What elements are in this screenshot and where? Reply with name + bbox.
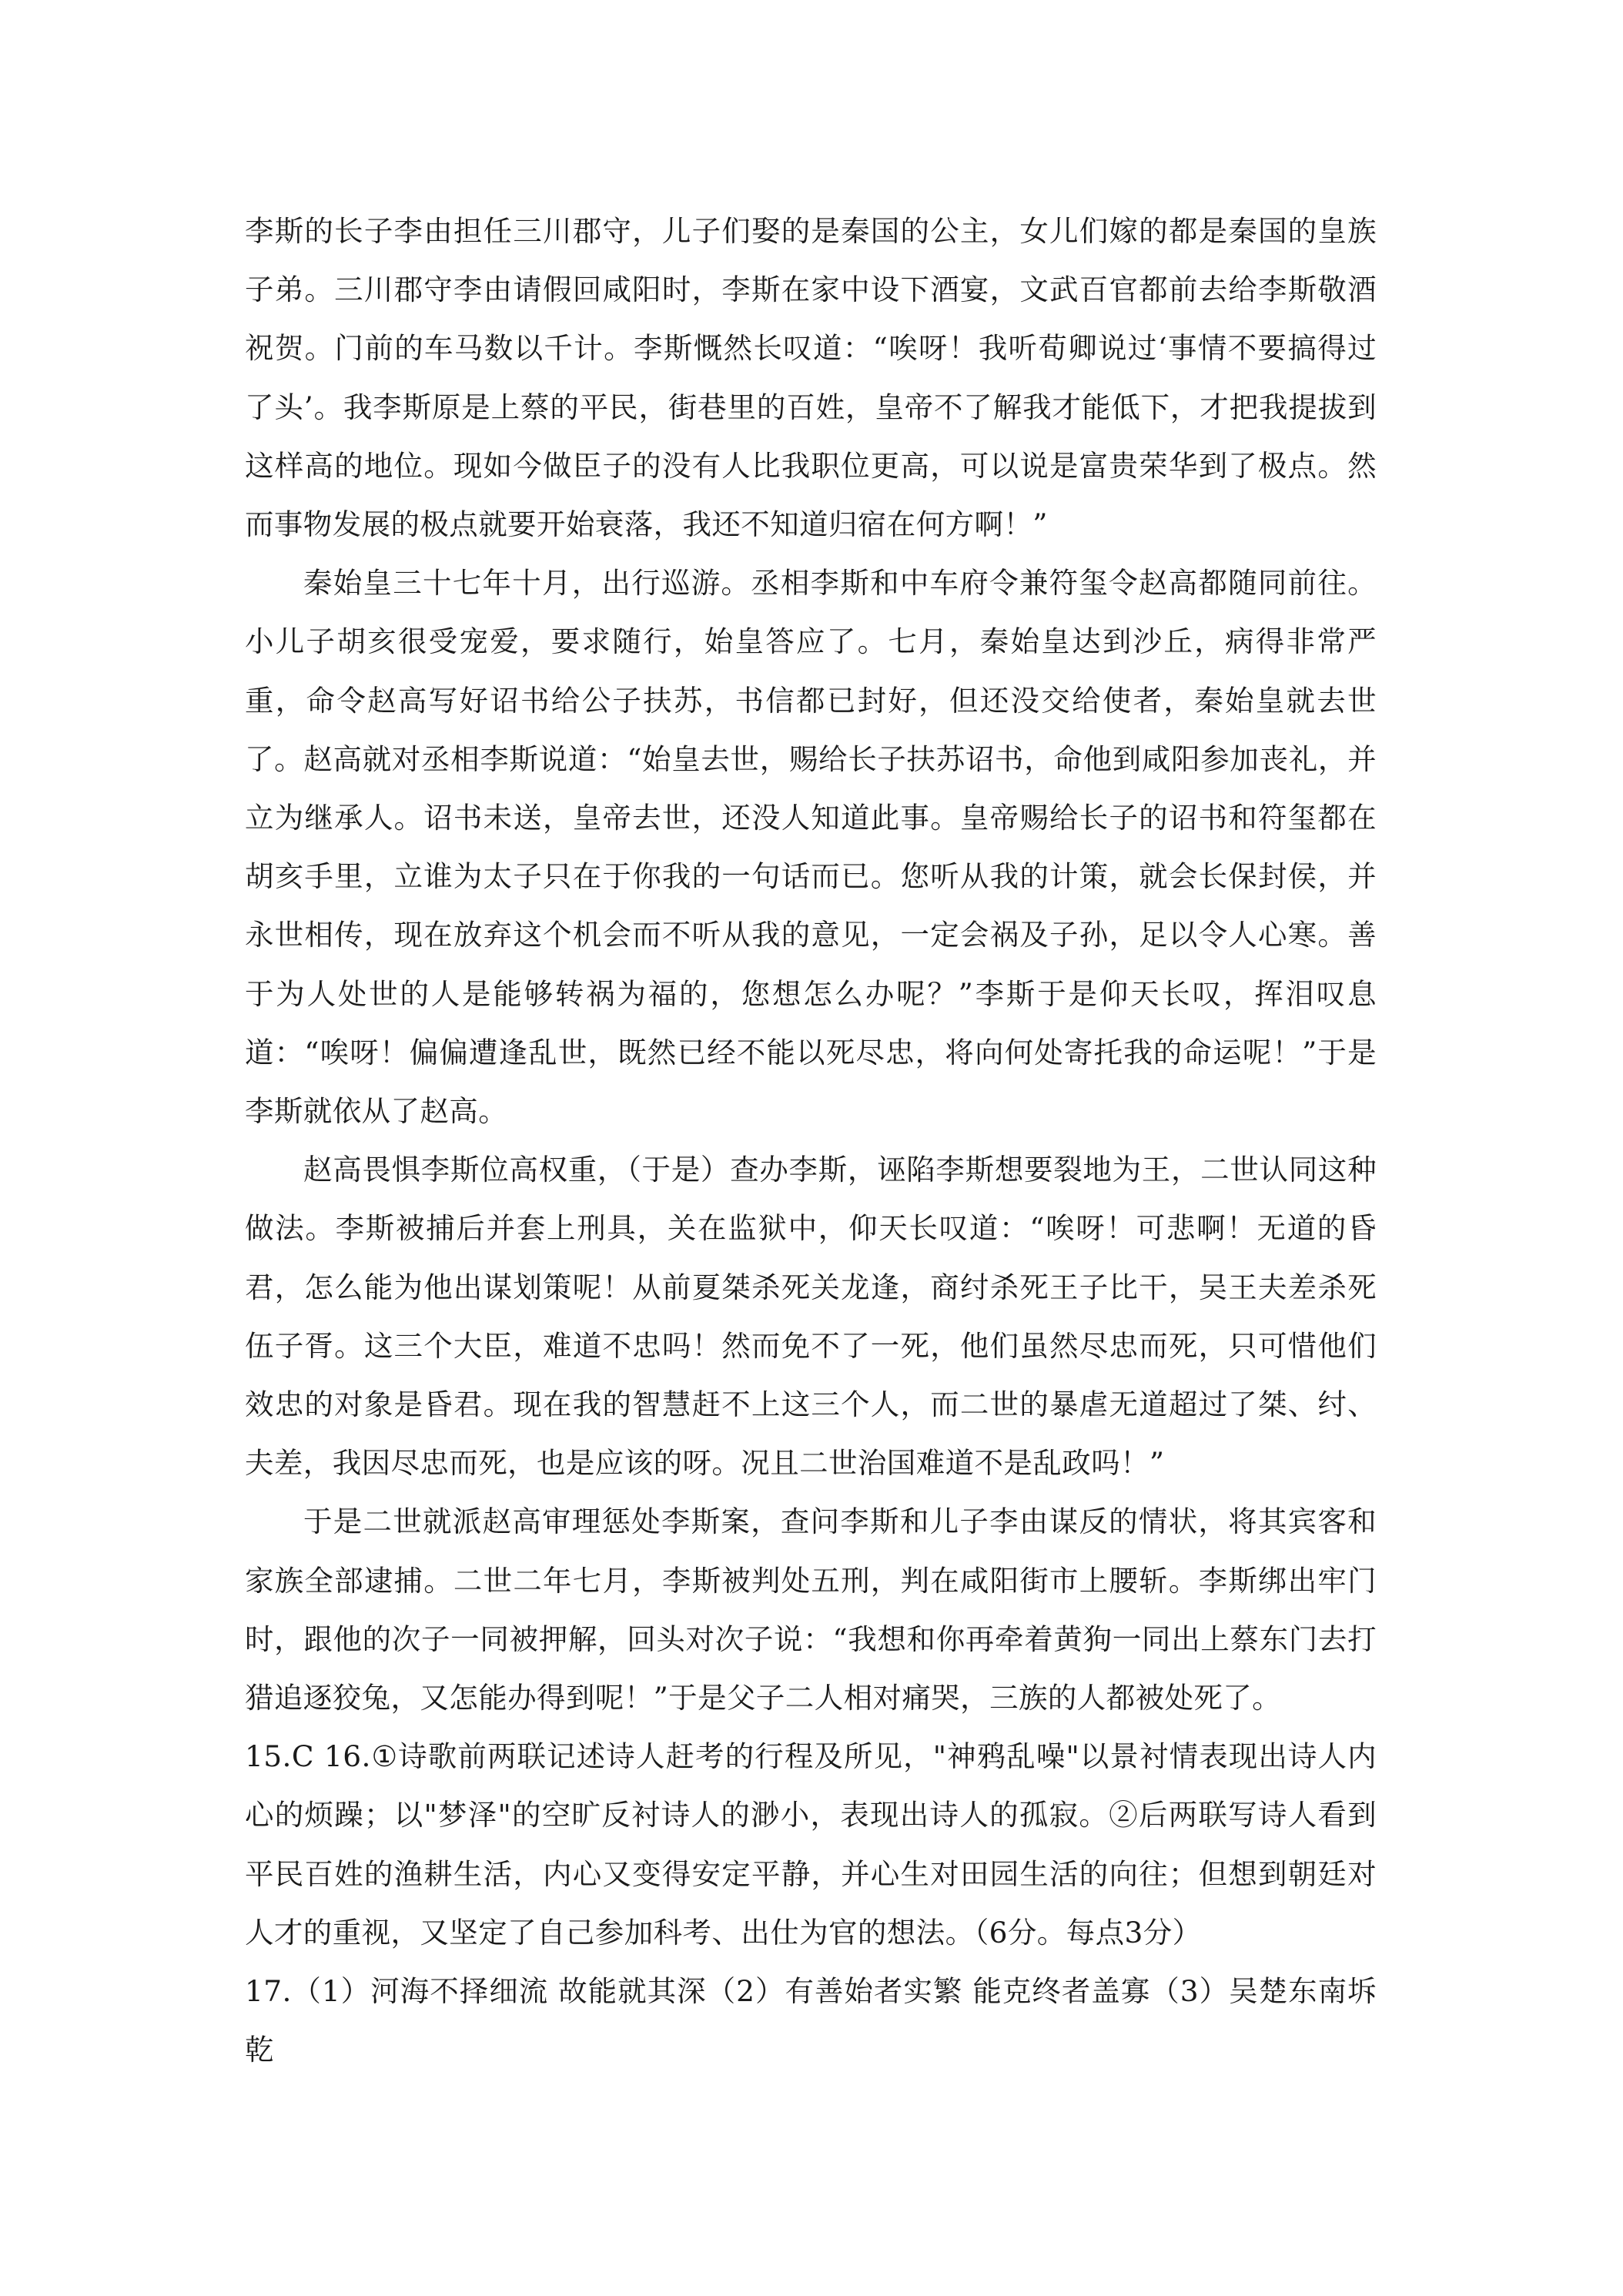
answer-17: 17.（1）河海不择细流 故能就其深（2）有善始者实繁 能克终者盖寡（3）吴楚东南坼 乾 bbox=[245, 1974, 1377, 2067]
paragraph-4: 于是二世就派赵高审理惩处李斯案，查问李斯和儿子李由谋反的情状，将其宾客和家族全部逮捕。二世二年七月，李斯被判处五刑，判在咸阳街市上腰斩。李斯绑出牢门时，跟他的次子一同被押解，回头对次子说：“我想和你再牵着黄狗一同出上蔡东门去打猎追逐狡兔，又怎能办得到呢！”于是父子二人相对痛哭，三族的人都被处死了。 bbox=[245, 1504, 1377, 1715]
document-body bbox=[245, 202, 1377, 2080]
paragraph-2: 秦始皇三十七年十月，出行巡游。丞相李斯和中车府令兼符玺令赵高都随同前往。小儿子胡亥很受宠爱，要求随行，始皇答应了。七月，秦始皇达到沙丘，病得非常严重，命令赵高写好诏书给公子扶苏，书信都已封好，但还没交给使者，秦始皇就去世了。赵高就对丞相李斯说道：“始皇去世，赐给长子扶苏诏书，命他到咸阳参加丧礼，并立为继承人。诏书未送，皇帝去世，还没人知道此事。皇帝赐给长子的诏书和符玺都在胡亥手里，立谁为太子只在于你我的一句话而已。您听从我的计策，就会长保封侯，并永世相传，现在放弃这个机会而不听从我的意见，一定会祸及子孙，足以令人心寒。善于为人处世的人是能够转祸为福的，您想怎么办呢？”李斯于是仰天长叹，挥泪叹息道：“唉呀！偏偏遭逢乱世，既然已经不能以死尽忠，将向何处寄托我的命运呢！”于是李斯就依从了赵高。 bbox=[245, 566, 1377, 1129]
paragraph-3: 赵高畏惧李斯位高权重，（于是）查办李斯，诬陷李斯想要裂地为王，二世认同这种做法。李斯被捕后并套上刑具，关在监狱中，仰天长叹道：“唉呀！可悲啊！无道的昏君，怎么能为他出谋划策呢！从前夏桀杀死关龙逢，商纣杀死王子比干，吴王夫差杀死伍子胥。这三个大臣，难道不忠吗！然而免不了一死，他们虽然尽忠而死，只可惜他们效忠的对象是昏君。现在我的智慧赶不上这三个人，而二世的暴虐无道超过了桀、纣、夫差，我因尽忠而死，也是应该的呀。况且二世治国难道不是乱政吗！” bbox=[245, 1153, 1377, 1481]
paragraph-1: 李斯的长子李由担任三川郡守，儿子们娶的是秦国的公主，女儿们嫁的都是秦国的皇族子弟。三川郡守李由请假回咸阳时，李斯在家中设下酒宴，文武百官都前去给李斯敬酒祝贺。门前的车马数以千计。李斯慨然长叹道：“唉呀！我听荀卿说过‘事情不要搞得过了头’。我李斯原是上蔡的平民，街巷里的百姓，皇帝不了解我才能低下，才把我提拔到这样高的地位。现如今做臣子的没有人比我职位更高，可以说是富贵荣华到了极点。然而事物发展的极点就要开始衰落，我还不知道归宿在何方啊！” bbox=[245, 214, 1377, 542]
answer-15-16: 15.C 16.①诗歌前两联记述诗人赶考的行程及所见，"神鸦乱噪"以景衬情表现出诗人内心的烦躁；以"梦泽"的空旷反衬诗人的渺小，表现出诗人的孤寂。②后两联写诗人看到平民百姓的渔耕生活，内心又变得安定平静，并心生对田园生活的向往；但想到朝廷对人才的重视，又坚定了自己参加科考、出仕为官的想法。（6分。每点3分） bbox=[245, 1739, 1377, 1950]
